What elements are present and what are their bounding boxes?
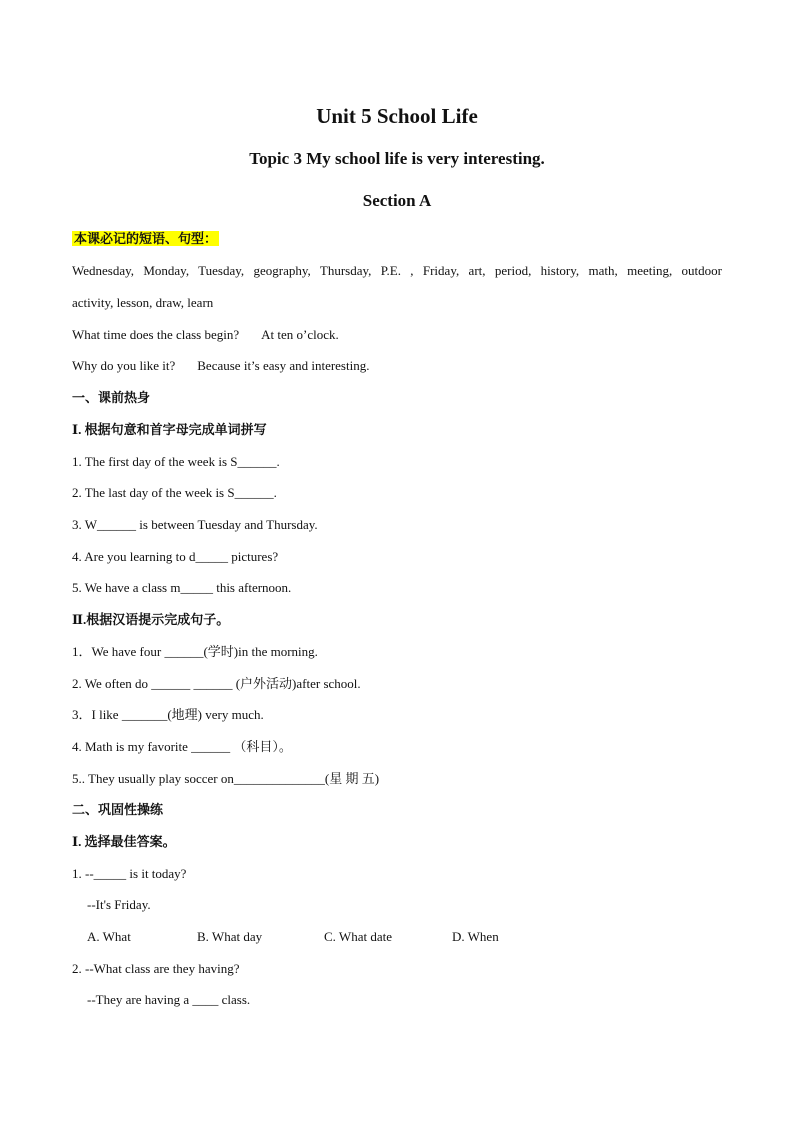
choice-q2-question: 2. --What class are they having? bbox=[72, 961, 240, 976]
pattern-2-question: Why do you like it? bbox=[72, 358, 176, 373]
part-1-sub-1-heading: Ⅰ. 根据句意和首字母完成单词拼写 bbox=[72, 422, 267, 437]
vocab-line-2: activity, lesson, draw, learn bbox=[72, 295, 214, 310]
spelling-item-4: 4. Are you learning to d_____ pictures? bbox=[72, 549, 279, 564]
pattern-1-answer: At ten o’clock. bbox=[261, 327, 339, 342]
pattern-2-answer: Because it’s easy and interesting. bbox=[197, 358, 370, 373]
choice-q2-answer: --They are having a ____ class. bbox=[87, 992, 251, 1007]
translation-item-3: 3．I like _______(地理) very much. bbox=[72, 707, 264, 722]
choice-q1-option-d: D. When bbox=[452, 929, 499, 944]
sentence-pattern-1 bbox=[72, 326, 339, 344]
choice-q1-answer: --It's Friday. bbox=[87, 897, 151, 912]
section-title: Section A bbox=[362, 191, 432, 210]
part-1-sub-2-heading: Ⅱ.根据汉语提示完成句子。 bbox=[72, 612, 230, 627]
spelling-item-1: 1. The first day of the week is S______. bbox=[72, 454, 280, 469]
pattern-1-question: What time does the class begin? bbox=[72, 327, 240, 342]
spelling-item-2: 2. The last day of the week is S______. bbox=[72, 485, 277, 500]
part-2-sub-1-heading: Ⅰ. 选择最佳答案。 bbox=[72, 834, 176, 849]
spelling-item-3: 3. W______ is between Tuesday and Thursday. bbox=[72, 517, 318, 532]
translation-item-1: 1．We have four ______(学时)in the morning. bbox=[72, 644, 318, 659]
translation-item-2: 2. We often do ______ ______ (户外活动)after school. bbox=[72, 676, 361, 691]
sentence-pattern-2 bbox=[72, 357, 369, 375]
part-1-heading: 一、课前热身 bbox=[72, 390, 151, 405]
spelling-item-5: 5. We have a class m_____ this afternoon. bbox=[72, 580, 292, 595]
choice-q1-option-c: C. What date bbox=[324, 929, 392, 944]
key-phrases-label-line bbox=[72, 230, 219, 248]
translation-item-5: 5.. They usually play soccer on______________(星 期 五) bbox=[72, 771, 380, 786]
choice-q1-options bbox=[87, 928, 499, 946]
vocab-line-1: Wednesday, Monday, Tuesday, geography, Thursday, P.E. , Friday, art, period, history, math, meeting, outdoor bbox=[72, 263, 722, 278]
choice-q1-question: 1. --_____ is it today? bbox=[72, 866, 187, 881]
choice-q1-option-b: B. What day bbox=[197, 929, 263, 944]
key-phrases-label: 本课必记的短语、句型： bbox=[74, 231, 218, 246]
unit-title: Unit 5 School Life bbox=[316, 104, 478, 128]
part-2-heading: 二、巩固性操练 bbox=[72, 802, 164, 817]
topic-title: Topic 3 My school life is very interesting. bbox=[249, 149, 545, 168]
choice-q1-option-a: A. What bbox=[87, 929, 131, 944]
translation-item-4: 4. Math is my favorite ______ （科目）。 bbox=[72, 739, 292, 754]
